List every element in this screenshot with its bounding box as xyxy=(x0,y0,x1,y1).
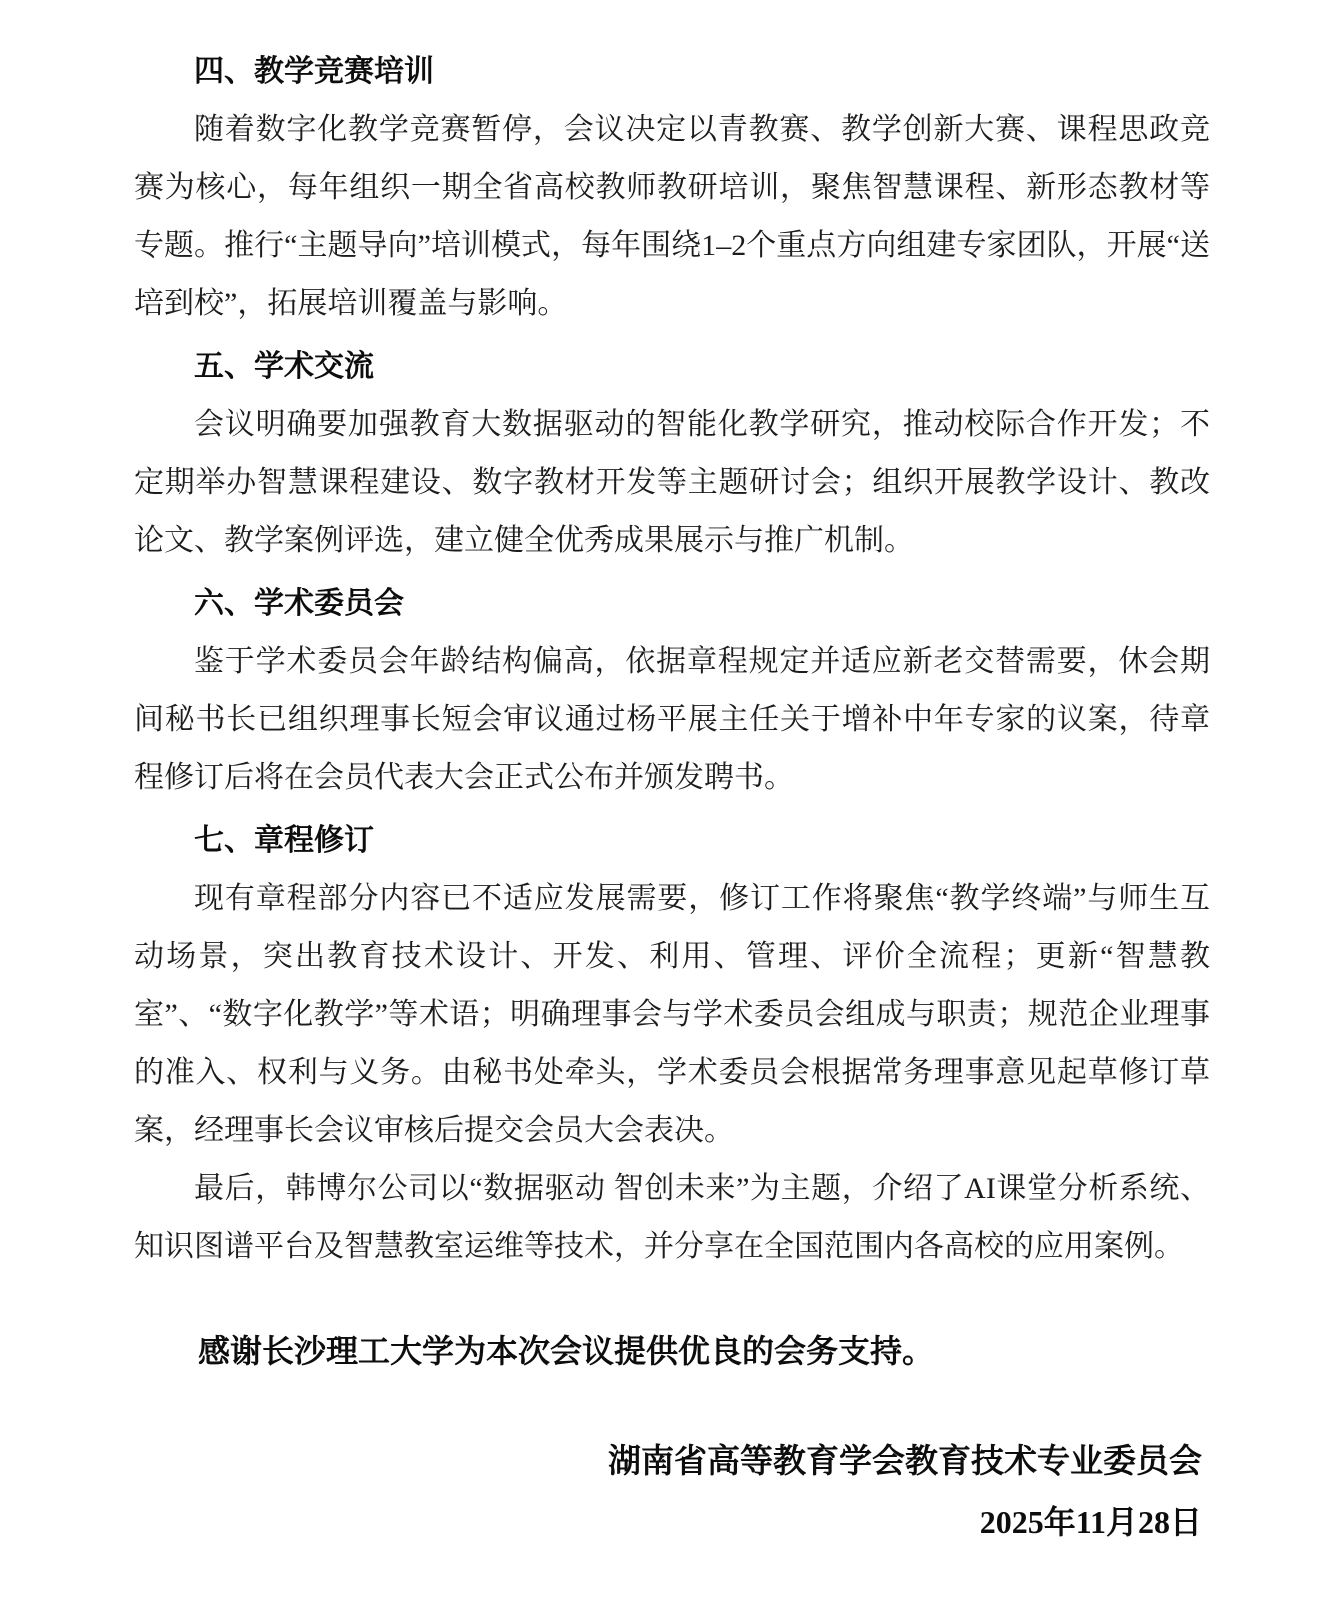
date-line: 2025年11月28日 xyxy=(979,1504,1202,1540)
paragraph: 会议明确要加强教育大数据驱动的智能化教学研究，推动校际合作开发；不定期举办智慧课程建设、数字教材开发等主题研讨会；组织开展教学设计、教改论文、教学案例评选，建立健全优秀成果展示与推广机制。 xyxy=(134,408,1210,557)
section-4 xyxy=(134,43,1210,333)
paragraph: 随着数字化教学竞赛暂停，会议决定以青教赛、教学创新大赛、课程思政竞赛为核心，每年组织一期全省高校教师教研培训，聚焦智慧课程、新形态教材等专题。推行“主题导向”培训模式，每年围绕1–2个重点方向组建专家团队，开展“送培到校”，拓展培训覆盖与影响。 xyxy=(134,113,1210,320)
paragraph: 最后，韩博尔公司以“数据驱动 智创未来”为主题，介绍了AI课堂分析系统、知识图谱平台及智慧教室运维等技术，并分享在全国范围内各高校的应用案例。 xyxy=(134,1172,1210,1263)
section-heading: 六、学术委员会 xyxy=(194,587,404,620)
signature-line: 湖南省高等教育学会教育技术专业委员会 xyxy=(608,1444,1202,1480)
section-heading: 五、学术交流 xyxy=(194,350,374,383)
paragraph: 鉴于学术委员会年龄结构偏高，依据章程规定并适应新老交替需要，休会期间秘书长已组织理事长短会审议通过杨平展主任关于增补中年专家的议案，待章程修订后将在会员代表大会正式公布并颁发聘书。 xyxy=(134,645,1210,794)
section-heading: 四、教学竞赛培训 xyxy=(194,55,434,88)
section-6 xyxy=(134,575,1210,807)
section-5 xyxy=(134,338,1210,570)
closing-note: 感谢长沙理工大学为本次会议提供优良的会务支持。 xyxy=(198,1333,935,1369)
paragraph: 现有章程部分内容已不适应发展需要，修订工作将聚焦“教学终端”与师生互动场景，突出教育技术设计、开发、利用、管理、评价全流程；更新“智慧教室”、“数字化教学”等术语；明确理事会与学术委员会组成与职责；规范企业理事的准入、权利与义务。由秘书处牵头，学术委员会根据常务理事意见起草修订草案，经理事长会议审核后提交会员大会表决。 xyxy=(134,882,1210,1147)
section-heading: 七、章程修订 xyxy=(194,824,374,857)
section-7 xyxy=(134,812,1210,1276)
